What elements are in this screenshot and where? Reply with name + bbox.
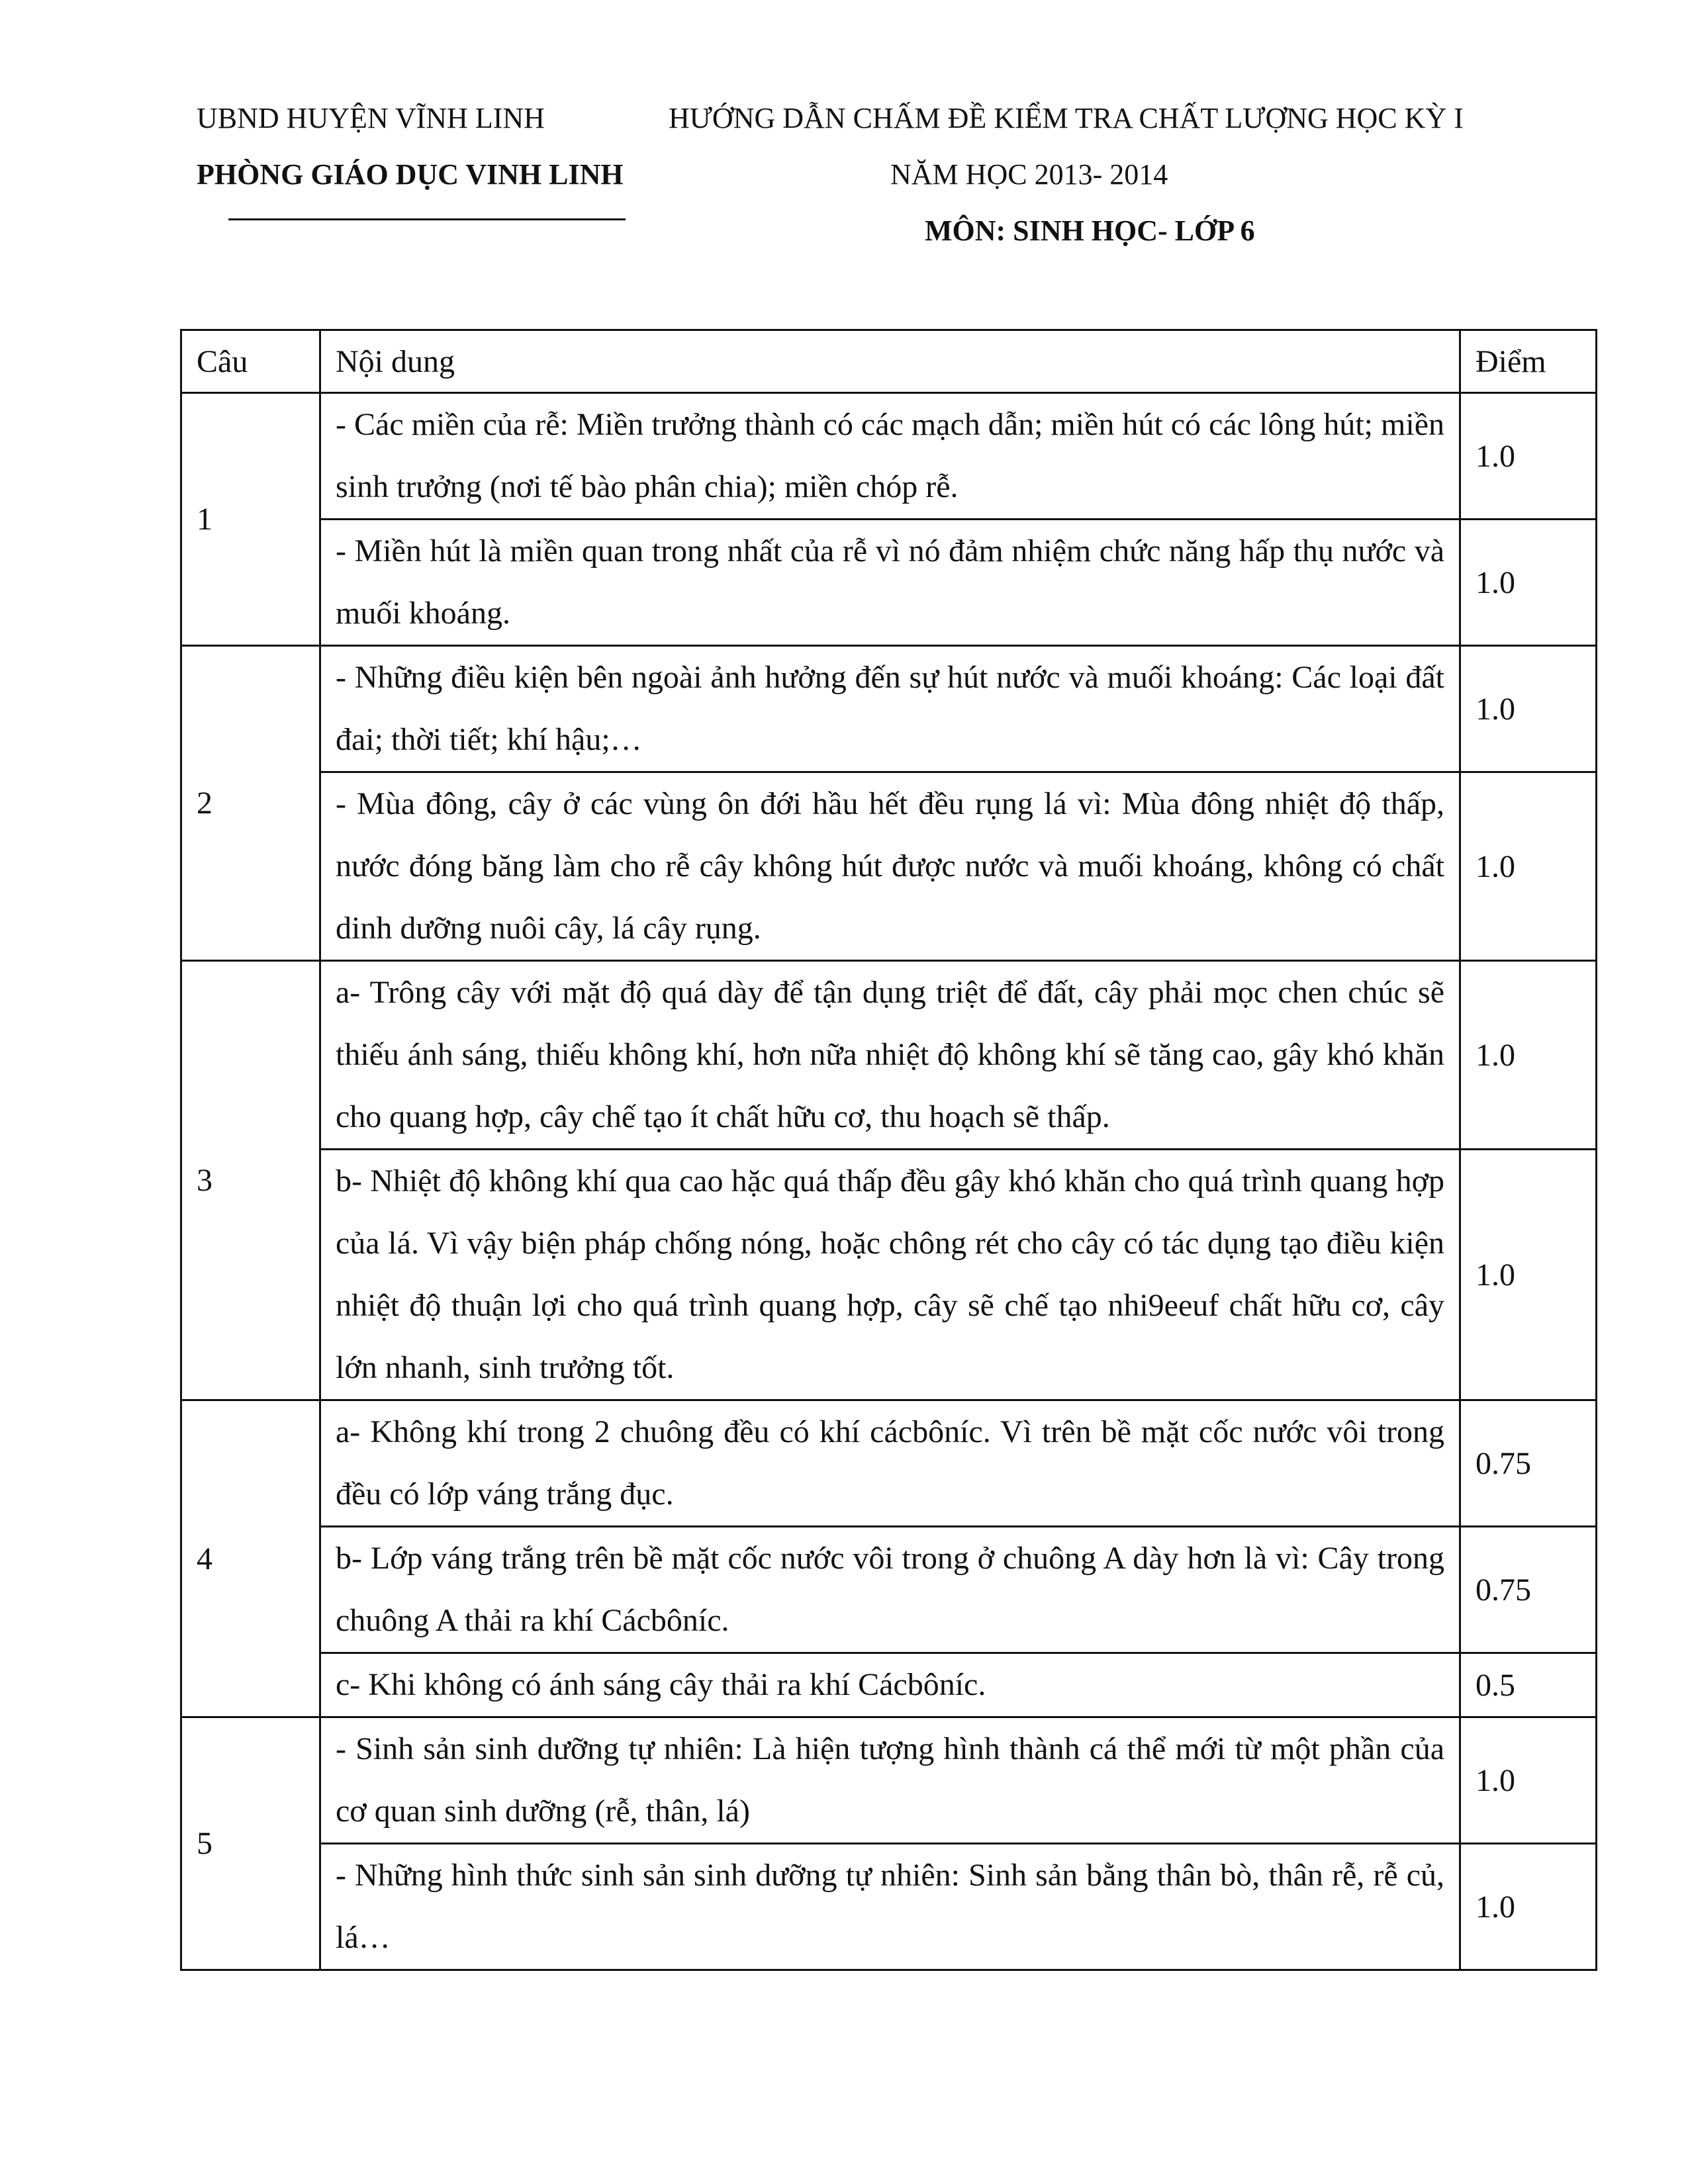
answer-content: - Những điều kiện bên ngoài ảnh hưởng đến sự hút nước và muối khoáng: Các loại đất đai; thời tiết; khí hậu;… [320, 646, 1460, 772]
subject-title: MÔN: SINH HỌC- LỚP 6 [925, 214, 1255, 247]
answer-content: - Mùa đông, cây ở các vùng ôn đới hầu hết đều rụng lá vì: Mùa đông nhiệt độ thấp, nước đóng băng làm cho rễ cây không hút được nước và muối khoáng, không có chất dinh dưỡng nuôi cây, lá cây rụng. [320, 772, 1460, 961]
answer-points: 0.75 [1460, 1400, 1597, 1527]
question-number: 3 [181, 961, 320, 1400]
table-row [181, 961, 1597, 1150]
table-row [181, 1717, 1597, 1844]
header-question: Câu [181, 330, 320, 393]
header-divider [228, 218, 626, 220]
table-row [181, 1653, 1597, 1717]
answer-content: b- Lớp váng trắng trên bề mặt cốc nước vôi trong ở chuông A dày hơn là vì: Cây trong chuông A thải ra khí Cácbôníc. [320, 1527, 1460, 1653]
answer-content: b- Nhiệt độ không khí qua cao hặc quá thấp đều gây khó khăn cho quá trình quang hợp của lá. Vì vậy biện pháp chống nóng, hoặc chông rét cho cây có tác dụng tạo điều kiện nhiệt độ thuận lợi cho quá trình quang hợp, cây sẽ chế tạo nhi9eeuf chất hữu cơ, cây lớn nhanh, sinh trưởng tốt. [320, 1150, 1460, 1400]
question-number: 1 [181, 393, 320, 646]
question-number: 5 [181, 1717, 320, 1970]
answer-points: 1.0 [1460, 1844, 1597, 1970]
answer-content: c- Khi không có ánh sáng cây thải ra khí Cácbôníc. [320, 1653, 1460, 1717]
answer-points: 1.0 [1460, 961, 1597, 1150]
question-number: 2 [181, 646, 320, 961]
question-number: 4 [181, 1400, 320, 1717]
table-header-row [181, 330, 1597, 393]
answer-points: 1.0 [1460, 1717, 1597, 1844]
answer-content: - Các miền của rễ: Miền trưởng thành có các mạch dẫn; miền hút có các lông hút; miền sinh trưởng (nơi tế bào phân chia); miền chóp rễ. [320, 393, 1460, 520]
document-title: HƯỚNG DẪN CHẤM ĐỀ KIỂM TRA CHẤT LƯỢNG HỌC KỲ I [669, 102, 1464, 134]
answer-content: - Miền hút là miền quan trong nhất của rễ vì nó đảm nhiệm chức năng hấp thụ nước và muối khoáng. [320, 520, 1460, 646]
table-row [181, 1844, 1597, 1970]
table-row [181, 772, 1597, 961]
answer-content: a- Không khí trong 2 chuông đều có khí cácbôníc. Vì trên bề mặt cốc nước vôi trong đều có lớp váng trắng đục. [320, 1400, 1460, 1527]
school-year: NĂM HỌC 2013- 2014 [890, 158, 1168, 191]
answer-points: 1.0 [1460, 393, 1597, 520]
answer-points: 0.75 [1460, 1527, 1597, 1653]
table-row [181, 1527, 1597, 1653]
answer-points: 0.5 [1460, 1653, 1597, 1717]
answer-content: - Sinh sản sinh dưỡng tự nhiên: Là hiện tượng hình thành cá thể mới từ một phần của cơ quan sinh dưỡng (rễ, thân, lá) [320, 1717, 1460, 1844]
header-content: Nội dung [320, 330, 1460, 393]
table-row [181, 1400, 1597, 1527]
table-row [181, 393, 1597, 520]
department-name: PHÒNG GIÁO DỤC VINH LINH [197, 158, 624, 191]
school-district-name: UBND HUYỆN VĨNH LINH [197, 102, 545, 134]
answer-content: a- Trông cây với mặt độ quá dày để tận dụng triệt để đất, cây phải mọc chen chúc sẽ thiếu ánh sáng, thiếu không khí, hơn nữa nhiệt độ không khí sẽ tăng cao, gây khó khăn cho quang hợp, cây chế tạo ít chất hữu cơ, thu hoạch sẽ thấp. [320, 961, 1460, 1150]
answer-content: - Những hình thức sinh sản sinh dưỡng tự nhiên: Sinh sản bằng thân bò, thân rễ, rễ củ, lá… [320, 1844, 1460, 1970]
table-row [181, 646, 1597, 772]
answer-points: 1.0 [1460, 646, 1597, 772]
table-row [181, 1150, 1597, 1400]
table-row [181, 520, 1597, 646]
answer-points: 1.0 [1460, 520, 1597, 646]
header-points: Điểm [1460, 330, 1597, 393]
answer-points: 1.0 [1460, 1150, 1597, 1400]
answer-points: 1.0 [1460, 772, 1597, 961]
grading-table [180, 329, 1597, 1971]
